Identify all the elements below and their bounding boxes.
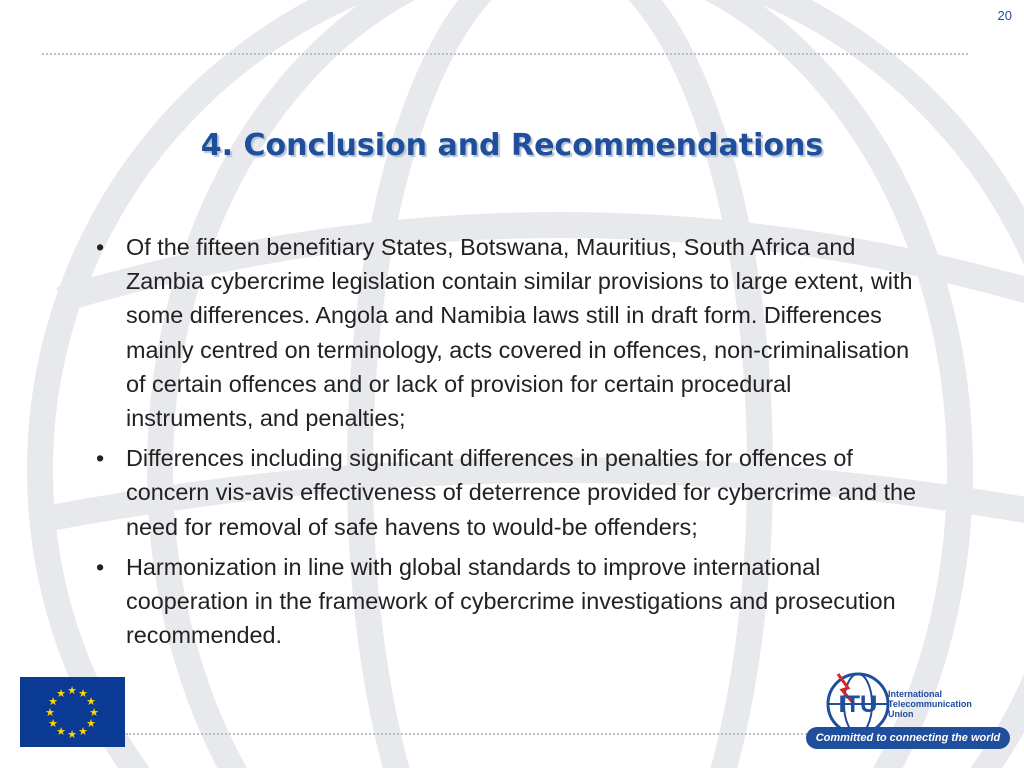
top-divider (42, 53, 968, 55)
svg-text:★: ★ (56, 725, 66, 738)
bullet-list (90, 230, 920, 658)
bullet-text: Harmonization in line with global standards to improve international cooperation in the framework of cybercrime investigations and prosecution recommended. (126, 553, 896, 649)
svg-text:★: ★ (67, 728, 77, 741)
bullet-text: Differences including significant differences in penalties for offences of concern vis-avis effectiveness of deterrence provided for cybercrime and the need for removal of safe havens to would-be offenders; (126, 445, 917, 540)
svg-text:★: ★ (86, 717, 96, 730)
svg-text:★: ★ (48, 695, 58, 708)
svg-text:★: ★ (56, 687, 66, 700)
svg-text:★: ★ (89, 706, 99, 719)
slide-title: 4. Conclusion and Recommendations (200, 128, 824, 163)
bullet-marker: • (96, 234, 105, 260)
bullet-text: Of the fifteen benefitiary States, Botswana, Mauritius, South Africa and Zambia cybercrime legislation contain similar provisions to large extent, with some differences. Angola and Namibia laws still in draft form. Differences mainly centred on terminology, acts covered in offences, non-criminalisation of certain offences and or lack of provision for certain procedural instruments, and penalties; (126, 234, 913, 432)
itu-acronym: ITU (838, 691, 878, 718)
itu-name-line: Union (888, 709, 914, 719)
itu-name-line: Telecommunication (888, 699, 972, 709)
itu-name-line: International (888, 689, 943, 699)
svg-text:★: ★ (78, 725, 88, 738)
itu-name (888, 689, 972, 719)
svg-text:★: ★ (67, 684, 77, 697)
svg-text:★: ★ (86, 695, 96, 708)
page-number: 20 (997, 8, 1012, 23)
bottom-divider (126, 733, 838, 735)
bullet-marker: • (96, 553, 105, 580)
svg-text:★: ★ (45, 706, 55, 719)
itu-tagline: Committed to connecting the world (806, 727, 1010, 749)
svg-text:★: ★ (78, 687, 88, 700)
bullet-marker: • (96, 445, 105, 472)
svg-text:★: ★ (48, 717, 58, 730)
bullet-item (90, 441, 920, 544)
bullet-item (90, 230, 920, 435)
eu-flag-icon (20, 677, 125, 747)
bullet-item (90, 550, 920, 653)
